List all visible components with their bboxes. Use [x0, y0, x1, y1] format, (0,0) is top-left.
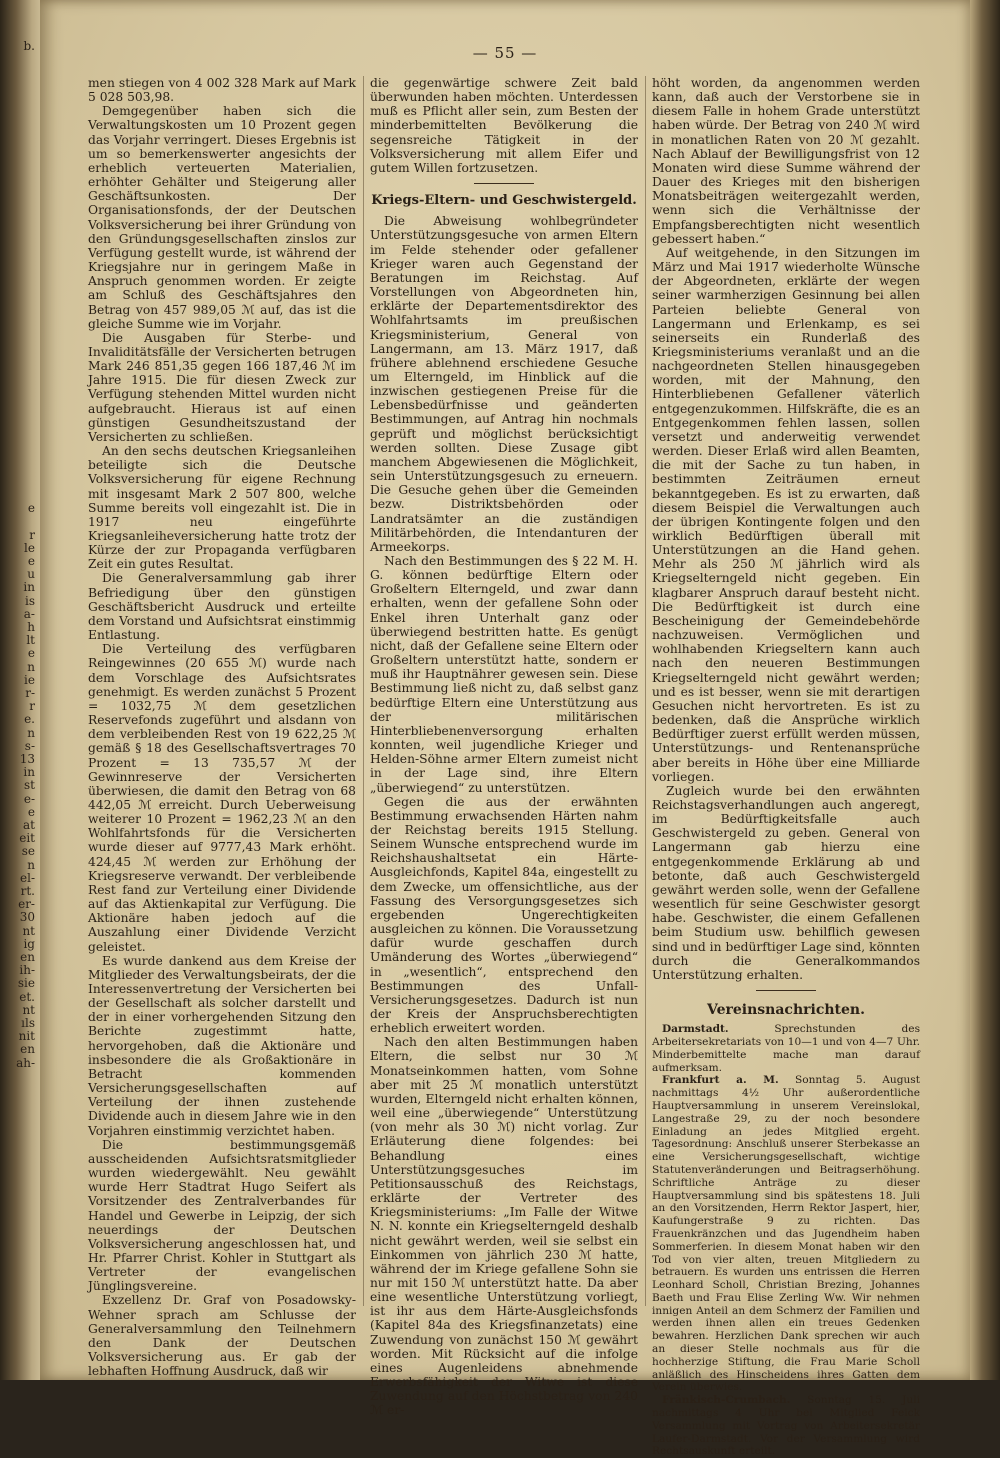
fragment-line: is — [25, 593, 35, 608]
notice-place: Darmstadt. — [662, 1023, 729, 1036]
paragraph: Exzellenz Dr. Graf von Posadowsky-Wehner sprach am Schlusse der Generalversammlung den Teilnehmern den Dank der Deutschen Volksversicherung aus. Er gab der lebhaften Hoffnung Ausdruck, daß wir — [88, 1293, 356, 1379]
fragment-line: le — [24, 540, 35, 555]
fragment-line: nit — [18, 1029, 35, 1044]
fragment-line: 13 — [19, 751, 35, 766]
previous-page-fragment — [0, 40, 38, 1370]
fragment-line: n — [27, 659, 35, 674]
fragment-line — [0, 132, 38, 145]
fragment-line: er- — [18, 897, 35, 912]
notice-item — [652, 1394, 920, 1458]
fragment-line: r- — [25, 685, 35, 700]
fragment-line: et. — [19, 989, 35, 1004]
fragment-line: rt. — [20, 884, 35, 898]
fragment-line: b. — [23, 39, 35, 53]
fragment-line — [0, 146, 38, 159]
fragment-line: e — [27, 804, 35, 819]
column-rule-2 — [645, 76, 646, 1306]
paragraph: höht worden, da angenommen werden kann, daß auch der Verstorbene sie in diesem Falle in hohem Grade unterstützt haben würde. Der Betrag von 240 ℳ wird in monatlichen Raten von 20 ℳ gezahlt. Nach Ablauf der Bewilligungsfrist von 12 Monaten wird diese Summe während der Dauer des Krieges mit den bisherigen Monatsbeiträgen weitergezahlt werden, wenn sich die Verhältnisse der Empfangsberechtigten nicht wesentlich gebessert haben.“ — [652, 76, 920, 246]
fragment-line — [0, 515, 38, 528]
fragment-line: lt — [26, 633, 35, 648]
paragraph: Die Abweisung wohlbegründeter Unterstützungsgesuche von armen Eltern im Felde stehender oder gefallener Krieger waren auch Gegenstand der Beratungen im Reichstag. Auf Vorstellungen von Abgeordneten hin, erklärte der Departementsdirektor des Wohlfahrtsamts im preußischen Kriegsministerium, General von Langermann, am 13. März 1917, daß frühere ablehnend erschiedene Gesuche um Elterngeld, im Hinblick auf die inzwischen gestiegenen Preise für die Lebensbedürfnisse und geänderten Bestimmungen, auf Antrag hin nochmals geprüft und möglichst berücksichtigt werden sollten. Diese Zusage gibt manchem Abgewiesenen die Möglichkeit, sein Unterstützungsgesuch zu erneuern. Die Gesuche gehen über die Gemeinden bezw. Distriktsbehörden oder Landratsämter an die zuständigen Militärbehörden, die Intendanturen der Armeekorps. — [370, 214, 638, 554]
fragment-line — [0, 330, 38, 343]
paragraph: Die Generalversammlung gab ihrer Befriedigung über den günstigen Geschäftsbericht Ausdruck und erteilte dem Vorstand und Aufsichtsrat einstimmig Entlastung. — [88, 571, 356, 643]
column-2-intro: die gegenwärtige schwere Zeit bald überwunden haben möchten. Unterdessen muß es Pflicht aller sein, zum Besten der minderbemittelten Bevölkerung die segensreiche Tätigkeit in der Volksversicherung mit allem Eifer und gutem Willen fortzusetzen. — [370, 76, 638, 175]
fragment-line — [0, 463, 38, 476]
fragment-line: s- — [24, 738, 35, 753]
fragment-line: n — [27, 725, 35, 740]
column-3 — [652, 76, 921, 1458]
fragment-line: st — [24, 778, 35, 793]
fragment-line: e- — [23, 791, 35, 806]
notice-item — [652, 1023, 920, 1074]
fragment-line: r — [29, 699, 35, 714]
notice-place: Fränkisch-Crumbach. — [662, 1394, 791, 1407]
paragraph: Die Ausgaben für Sterbe- und Invaliditätsfälle der Versicherten betrugen Mark 246 851,35 gegen 166 187,46 ℳ im Jahre 1915. Die für diesen Zweck zur Verfügung stehenden Mittel wurden nicht aufgebraucht. Hieraus ist auf einen günstigen Gesundheitszustand der Versicherten zu schließen. — [88, 330, 356, 444]
fragment-line: ih- — [19, 963, 35, 978]
fragment-line: a- — [23, 606, 35, 621]
newspaper-page — [40, 0, 970, 1458]
fragment-line: in — [23, 580, 35, 595]
fragment-line: e — [27, 553, 35, 568]
fragment-line — [0, 66, 38, 79]
article-heading-elterngeld: Kriegs-Eltern- und Geschwistergeld. — [371, 193, 637, 209]
fragment-line: eit — [19, 831, 35, 846]
paragraph: Gegen die aus der erwähnten Bestimmung erwachsenden Härten nahm der Reichstag bereits 1915 Stellung. Seinem Wunsche entsprechend wurde im Reichshaushaltsetat ein Härte-Ausgleichfonds, Kapitel 84a, eingestellt zu dem Zwecke, um offensichtliche, aus der Fassung des Versorgungsgesetzes sich ergebenden Ungerechtigkeiten ausgleichen zu können. Die Voraussetzung dafür wurde geschaffen durch Umänderung des Wortes „überwiegend“ in „wesentlich“, entsprechend den Bestimmungen des Unfall-Versicherungsgesetzes. Dadurch ist nun der Kreis der Anspruchsberechtigten erheblich erweitert worden. — [370, 794, 638, 1036]
column-3-body — [652, 76, 920, 982]
fragment-line — [0, 198, 38, 211]
fragment-line: u — [27, 567, 35, 582]
notice-item — [652, 1074, 920, 1394]
fragment-line — [0, 344, 38, 357]
paragraph: Die bestimmungsgemäß ausscheidenden Aufsichtsratsmitglieder wurden wiedergewählt. Neu gewählt wurde Herr Stadtrat Hugo Seifert als Vorsitzender des Zentralverbandes für Handel und Gewerbe in Leipzig, der sich neuerdings der Deutschen Volksversicherung angeschlossen hat, und Hr. Pfarrer Christ. Kohler in Stuttgart als Vertreter der evangelischen Jünglingsvereine. — [88, 1137, 356, 1294]
fragment-line: nt — [22, 1002, 35, 1017]
notice-place: Frankfurt a. M. — [662, 1074, 779, 1087]
fragment-line: 30 — [19, 910, 35, 925]
fragment-line: se — [21, 844, 35, 859]
paragraph: An den sechs deutschen Kriegsanleihen beteiligte sich die Deutsche Volksversicherung für eigene Rechnung mit insgesamt Mark 2 507 800, welche Summe bereits voll eingezahlt ist. Die in 1917 neu eingeführte Kriegsanleiheversicherung hatte trotz der Kürze der zur Propaganda verfügbaren Zeit ein gutes Resultat. — [88, 444, 356, 572]
column-1 — [88, 76, 356, 1379]
book-edge-right — [970, 0, 1000, 1380]
fragment-line: ie — [24, 672, 35, 687]
fragment-line — [0, 396, 38, 409]
notice-text: Sonntag 15. Juli nachmittags 4 Uhr bei Mitglied Feick Versammlung mit Vortrag von Arbeitersekretär Laufer-Darmstadt. Vor der Versammlung wird Rechtsauskunft erteilt. — [652, 1394, 920, 1458]
fragment-line: r — [29, 527, 35, 542]
fragment-line: e — [27, 501, 35, 516]
section-divider — [474, 183, 534, 184]
fragment-line: ig — [23, 936, 35, 951]
fragment-line — [0, 476, 38, 489]
notice-text: Sonntag 5. August nachmittags 4½ Uhr außerordentliche Hauptversammlung in unserem Vereinslokal, Langestraße 29, zu der noch besondere Einladung an jedes Mitglied ergeht. Tagesordnung: Anschluß unserer Sterbekasse an eine Versicherungsgesellschaft, wichtige Statutenveränderungen und Beitragserhöhung. Schriftliche Anträge zu dieser Hauptversammlung sind bis spätestens 18. Juli an den Vorsitzenden, Herrn Rektor Jaspert, hier, Kaufungerstraße 9 zu richten. Das Frauenkränzchen und das Jugendheim haben Sommerferien. In diesem Monat haben wir den Tod von vier alten, treuen Mitgliedern zu betrauern. Es wurden uns entrissen die Herren Leonhard Scholl, Christian Brezing, Johannes Baeth und Frau Elise Zerling Ww. Wir nehmen innigen Anteil an dem Schmerz der Familien und werden ihnen allen ein treues Gedenken bewahren. Herzlichen Dank sprechen wir auch an dieser Stelle nochmals aus für die hochherzige Stiftung, die Frau Marie Scholl anläßlich des Hinscheidens ihres Gatten dem Verein überwies. — [652, 1074, 921, 1394]
column-2-body — [370, 214, 638, 1417]
paragraph: Nach den Bestimmungen des § 22 M. H. G. können bedürftige Eltern oder Großeltern Elterngeld, und zwar dann erhalten, wenn der gefallene Sohn oder Enkel ihren Unterhalt ganz oder überwiegend bestritten hatte. Es genügt nicht, daß der Gefallene seine Eltern oder Großeltern unterstützt hatte, sondern er muß ihr Hauptnährer gewesen sein. Diese Bestimmung ließ nicht zu, daß selbst ganz bedürftige Eltern eine Unterstützung aus der militärischen Hinterbliebenenversorgung erhalten konnten, weil jugendliche Krieger und Helden-Söhne armer Eltern zumeist nicht in der Lage sind, ihre Eltern „überwiegend“ zu unterstützen. — [370, 554, 638, 795]
fragment-line: en — [20, 950, 35, 965]
article-heading-vereinsnachrichten: Vereinsnachrichten. — [707, 1002, 865, 1018]
column-rule-1 — [363, 76, 364, 1306]
fragment-line: nt — [22, 923, 35, 938]
fragment-line — [0, 449, 38, 462]
column-2 — [370, 76, 638, 1418]
fragment-line: sie — [17, 976, 35, 991]
paragraph: Demgegenüber haben sich die Verwaltungskosten um 10 Prozent gegen das Vorjahr verringert. Dieses Ergebnis ist um so bemerkenswerter angesichts der erheblich verteuerten Materialien, erhöhter Gehälter und Steigerung aller Geschäftsunkosten. Der Organisationsfonds, der der Deutschen Volksversicherung bei ihrer Gründung von den Gründungsgesellschaften zinslos zur Verfügung gestellt wurde, ist während der Kriegsjahre nur in geringem Maße in Anspruch genommen worden. Er zeigte am Schluß des Geschäftsjahres den Betrag von 457 989,05 ℳ auf, das ist die gleiche Summe wie im Vorjahr. — [88, 104, 356, 331]
fragment-line: en — [20, 1042, 35, 1057]
paragraph: Die Verteilung des verfügbaren Reingewinnes (20 655 ℳ) wurde nach dem Vorschlage des Aufsichtsrates genehmigt. Es werden zunächst 5 Prozent = 1032,75 ℳ dem gesetzlichen Reservefonds zugeführt und alsdann von dem verbleibenden Rest von 19 622,25 ℳ gemäß § 18 des Gesellschaftsvertrages 70 Prozent = 13 735,57 ℳ der Gewinnreserve der Versicherten überwiesen, die damit den Betrag von 68 442,05 ℳ erreicht. Durch Ueberweisung weiterer 10 Prozent = 1962,23 ℳ an den Wohlfahrtsfonds für die Versicherten wurde dieser auf 9777,43 Mark erhöht. 424,45 ℳ werden zur Erhöhung der Kriegsreserve verwandt. Der verbleibende Rest fand zur Verteilung einer Dividende auf das Aktienkapital zur Verfügung. Die Aktionäre haben jedoch auf die Auszahlung einer Dividende Verzicht geleistet. — [88, 642, 356, 954]
fragment-line: h — [27, 619, 35, 634]
fragment-line — [0, 264, 38, 277]
notices-list — [652, 1023, 920, 1458]
paragraph: men stiegen von 4 002 328 Mark auf Mark 5 028 503,98. — [88, 76, 356, 105]
fragment-line — [0, 410, 38, 423]
fragment-line: ah- — [16, 1055, 35, 1070]
fragment-line: e. — [24, 712, 35, 727]
fragment-line: in — [23, 765, 35, 780]
fragment-line — [0, 80, 38, 93]
fragment-line: at — [23, 817, 35, 832]
paragraph: Zugleich wurde bei den erwähnten Reichstagsverhandlungen auch angeregt, im Bedürftigkeitsfalle auch Geschwistergeld zu geben. General von Langermann gab hierzu eine entgegenkommende Erklärung ab und betonte, daß auch Geschwistergeld gewährt werden solle, wenn der Gefallene wesentlich für seine Geschwister gesorgt habe. Geschwister, die einem Gefallenen beim Studium usw. behilflich gewesen sind und in bedürftiger Lage sind, könnten durch die Generalkommandos Unterstützung erhalten. — [652, 783, 920, 982]
fragment-line — [0, 212, 38, 225]
page-number: — 55 — — [472, 44, 538, 62]
section-divider — [756, 990, 816, 991]
paragraph: Auf weitgehende, in den Sitzungen im März und Mai 1917 wiederholte Wünsche der Abgeordneten, erklärte der wegen seiner warmherzigen Gesinnung bei allen Parteien beliebte General von Langermann und Erlenkamp, es sei seinerseits ein Runderlaß des Kriegsministeriums veranlaßt und an die nachgeordneten Stellen hinausgegeben worden, mit der Mahnung, den Hinterbliebenen Gefallener väterlich entgegenzukommen. Hilfskräfte, die es an Entgegenkommen fehlen lassen, sollen versetzt und anderweitig verwendet werden. Dieser Erlaß wird allen Beamten, die mit der Sache zu tun haben, in bestimmten Zeiträumen erneut bekanntgegeben. Es ist zu erwarten, daß diesem Beispiel die Verwaltungen auch der übrigen Kontingente folgen und den wirklich Bedürftigen überall mit Unterstützungen an die Hand gehen. Mehr als 250 ℳ jährlich wird als Kriegselterngeld nicht gegeben. Ein klagbarer Anspruch darauf besteht nicht. Die Bedürftigkeit ist durch eine Bescheinigung der Gemeindebehörde nachzuweisen. Vermöglichen und wohlhabenden Kriegseltern kann auch nach den neueren Bestimmungen Kriegselterngeld nicht gewährt werden; und es ist besser, wenn sie mit derartigen Gesuchen nicht hervortreten. Es ist zu bedenken, daß die Ansprüche wirklich Bedürftiger zuerst erfüllt werden müssen, Unterstützungs- und Rentenansprüche aber bereits in Höhe über eine Milliarde vorliegen. — [652, 245, 920, 784]
fragment-line — [0, 278, 38, 291]
fragment-line: e — [27, 646, 35, 661]
fragment-line: ıls — [21, 1016, 35, 1031]
fragment-line: n — [27, 857, 35, 872]
fragment-line: el- — [20, 870, 35, 885]
paragraph: Es wurde dankend aus dem Kreise der Mitglieder des Verwaltungsbeirats, der die Interessenvertretung der Versicherten bei der Gesellschaft als solcher darstellt und der in einer vorhergehenden Sitzung den Berichte zugestimmt hatte, hervorgehoben, daß die Aktionäre und insbesondere die als Großaktionäre in Betracht kommenden Versicherungsgesellschaften auf Verteilung der ihnen zustehende Dividende auch in diesem Jahre wie in den Vorjahren einstimmig verzichtet haben. — [88, 953, 356, 1138]
paragraph: Nach den alten Bestimmungen haben Eltern, die selbst nur 30 ℳ Monatseinkommen hatten, vom Sohne aber mit 25 ℳ monatlich unterstützt wurden, Elterngeld nicht erhalten können, weil eine „überwiegende“ Unterstützung (von mehr als 30 ℳ) nicht vorlag. Zur Erläuterung diene folgendes: bei Behandlung eines Unterstützungsgesuches im Petitionsausschuß des Reichstags, erklärte der Vertreter des Kriegsministeriums: „Im Falle der Witwe N. N. konnte ein Kriegselterngeld deshalb nicht gewährt werden, weil sie selbst ein Einkommen von jährlich 230 ℳ hatte, während der im Kriege gefallene Sohn sie nur mit 150 ℳ unterstützt hatte. Da aber eine wesentliche Unterstützung vorliegt, ist ihr aus dem Härte-Ausgleichsfonds (Kapitel 84a des Kriegsfinanzetats) eine Zuwendung von zunächst 150 ℳ gewährt worden. Mit Rücksicht auf die infolge eines Augenleidens abnehmende Erwerbsfähigkeit der Witwe ist diese Zuwendung auf den Höchstbetrag von 240 ℳ er- — [370, 1035, 638, 1418]
notice-text: Sprechstunden des Arbeitersekretariats von 10—1 und von 4—7 Uhr. Minderbemittelte mache man darauf aufmerksam. — [652, 1023, 921, 1074]
